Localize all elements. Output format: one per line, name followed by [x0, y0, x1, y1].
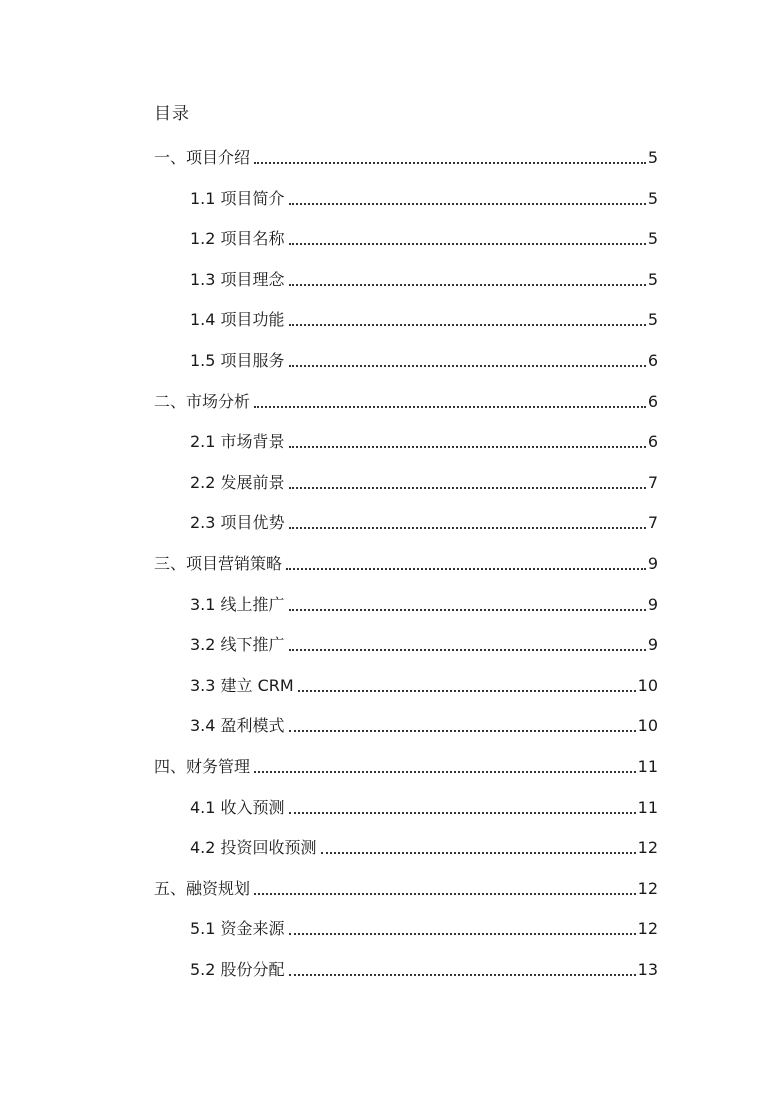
toc-dot-leader	[254, 162, 646, 164]
toc-section-entry[interactable]	[190, 831, 658, 859]
toc-dot-leader	[289, 812, 636, 814]
toc-dot-leader	[289, 324, 646, 326]
toc-dot-leader	[289, 527, 646, 529]
toc-dot-leader	[289, 649, 646, 651]
toc-section-entry[interactable]	[190, 912, 658, 940]
toc-entry-label: 2.2 发展前景	[190, 472, 285, 492]
toc-entry-label: 4.1 收入预测	[190, 797, 285, 817]
toc-chapter-entry[interactable]	[154, 750, 658, 778]
toc-page-number: 11	[637, 797, 658, 817]
toc-section-entry[interactable]	[190, 182, 658, 210]
toc-title: 目录	[154, 104, 190, 124]
toc-section-entry[interactable]	[190, 506, 658, 534]
toc-dot-leader	[254, 893, 636, 895]
toc-page-number: 7	[647, 513, 658, 533]
toc-page-number: 10	[637, 716, 658, 736]
toc-entry-label: 3.4 盈利模式	[190, 716, 285, 736]
toc-chapter-entry[interactable]	[154, 872, 658, 900]
toc-section-entry[interactable]	[190, 791, 658, 819]
toc-page-number: 11	[637, 757, 658, 776]
toc-page-number: 5	[647, 310, 658, 330]
toc-entry-label: 5.1 资金来源	[190, 919, 285, 939]
toc-dot-leader	[289, 446, 646, 448]
toc-page-number: 7	[647, 472, 658, 492]
toc-entry-label: 四、财务管理	[154, 757, 251, 776]
toc-page-number: 12	[637, 878, 658, 898]
toc-page-number: 9	[647, 554, 658, 573]
toc-entry-label: 一、项目介绍	[154, 148, 251, 167]
toc-section-entry[interactable]	[190, 953, 658, 981]
toc-page-number: 9	[647, 635, 658, 655]
toc-section-entry[interactable]	[190, 466, 658, 494]
toc-page-number: 6	[647, 391, 658, 411]
toc-entry-label: 1.5 项目服务	[190, 351, 285, 370]
toc-entry-label: 3.1 线上推广	[190, 594, 285, 614]
toc-entry-label: 3.2 线下推广	[190, 635, 285, 655]
toc-dot-leader	[298, 690, 636, 692]
toc-entry-label: 2.1 市场背景	[190, 432, 285, 452]
toc-page-number: 6	[647, 432, 658, 452]
toc-page-number: 12	[637, 838, 658, 858]
toc-entry-label: 4.2 投资回收预测	[190, 838, 317, 858]
toc-dot-leader	[289, 365, 646, 367]
toc-dot-leader	[289, 933, 636, 935]
toc-entry-label: 5.2 股份分配	[190, 960, 285, 979]
toc-page-number: 9	[647, 594, 658, 614]
toc-page-number: 13	[637, 960, 658, 979]
toc-section-entry[interactable]	[190, 425, 658, 453]
toc-dot-leader	[289, 974, 636, 976]
toc-entry-label: 1.3 项目理念	[190, 269, 285, 289]
toc-entry-label: 五、融资规划	[154, 878, 251, 898]
toc-page-number: 5	[647, 148, 658, 167]
toc-entry-label: 3.3 建立 CRM	[190, 675, 294, 695]
toc-page-number: 6	[647, 351, 658, 370]
toc-dot-leader	[289, 487, 646, 489]
toc-entry-label: 1.4 项目功能	[190, 310, 285, 330]
toc-section-entry[interactable]	[190, 263, 658, 291]
toc-entry-label: 1.1 项目简介	[190, 188, 285, 208]
toc-entry-label: 三、项目营销策略	[154, 554, 283, 573]
toc-dot-leader	[289, 203, 646, 205]
toc-section-entry[interactable]	[190, 628, 658, 656]
toc-dot-leader	[289, 284, 646, 286]
toc-dot-leader	[286, 568, 646, 570]
toc-entry-label: 1.2 项目名称	[190, 229, 285, 249]
toc-page-number: 12	[637, 919, 658, 939]
toc-dot-leader	[289, 243, 646, 245]
toc-section-entry[interactable]	[190, 669, 658, 697]
toc-section-entry[interactable]	[190, 222, 658, 250]
toc-dot-leader	[289, 730, 636, 732]
toc-section-entry[interactable]	[190, 303, 658, 331]
toc-dot-leader	[254, 771, 636, 773]
toc-page-number: 5	[647, 269, 658, 289]
toc-section-entry[interactable]	[190, 588, 658, 616]
toc-section-entry[interactable]	[190, 344, 658, 372]
toc-dot-leader	[254, 406, 646, 408]
toc-chapter-entry[interactable]	[154, 547, 658, 575]
toc-page-number: 10	[637, 675, 658, 695]
toc-chapter-entry[interactable]	[154, 141, 658, 169]
toc-chapter-entry[interactable]	[154, 385, 658, 413]
toc-entry-label: 2.3 项目优势	[190, 513, 285, 533]
toc-page-number: 5	[647, 229, 658, 249]
toc-section-entry[interactable]	[190, 709, 658, 737]
toc-entry-label: 二、市场分析	[154, 391, 251, 411]
toc-dot-leader	[289, 609, 646, 611]
toc-dot-leader	[321, 852, 636, 854]
toc-page-number: 5	[647, 188, 658, 208]
